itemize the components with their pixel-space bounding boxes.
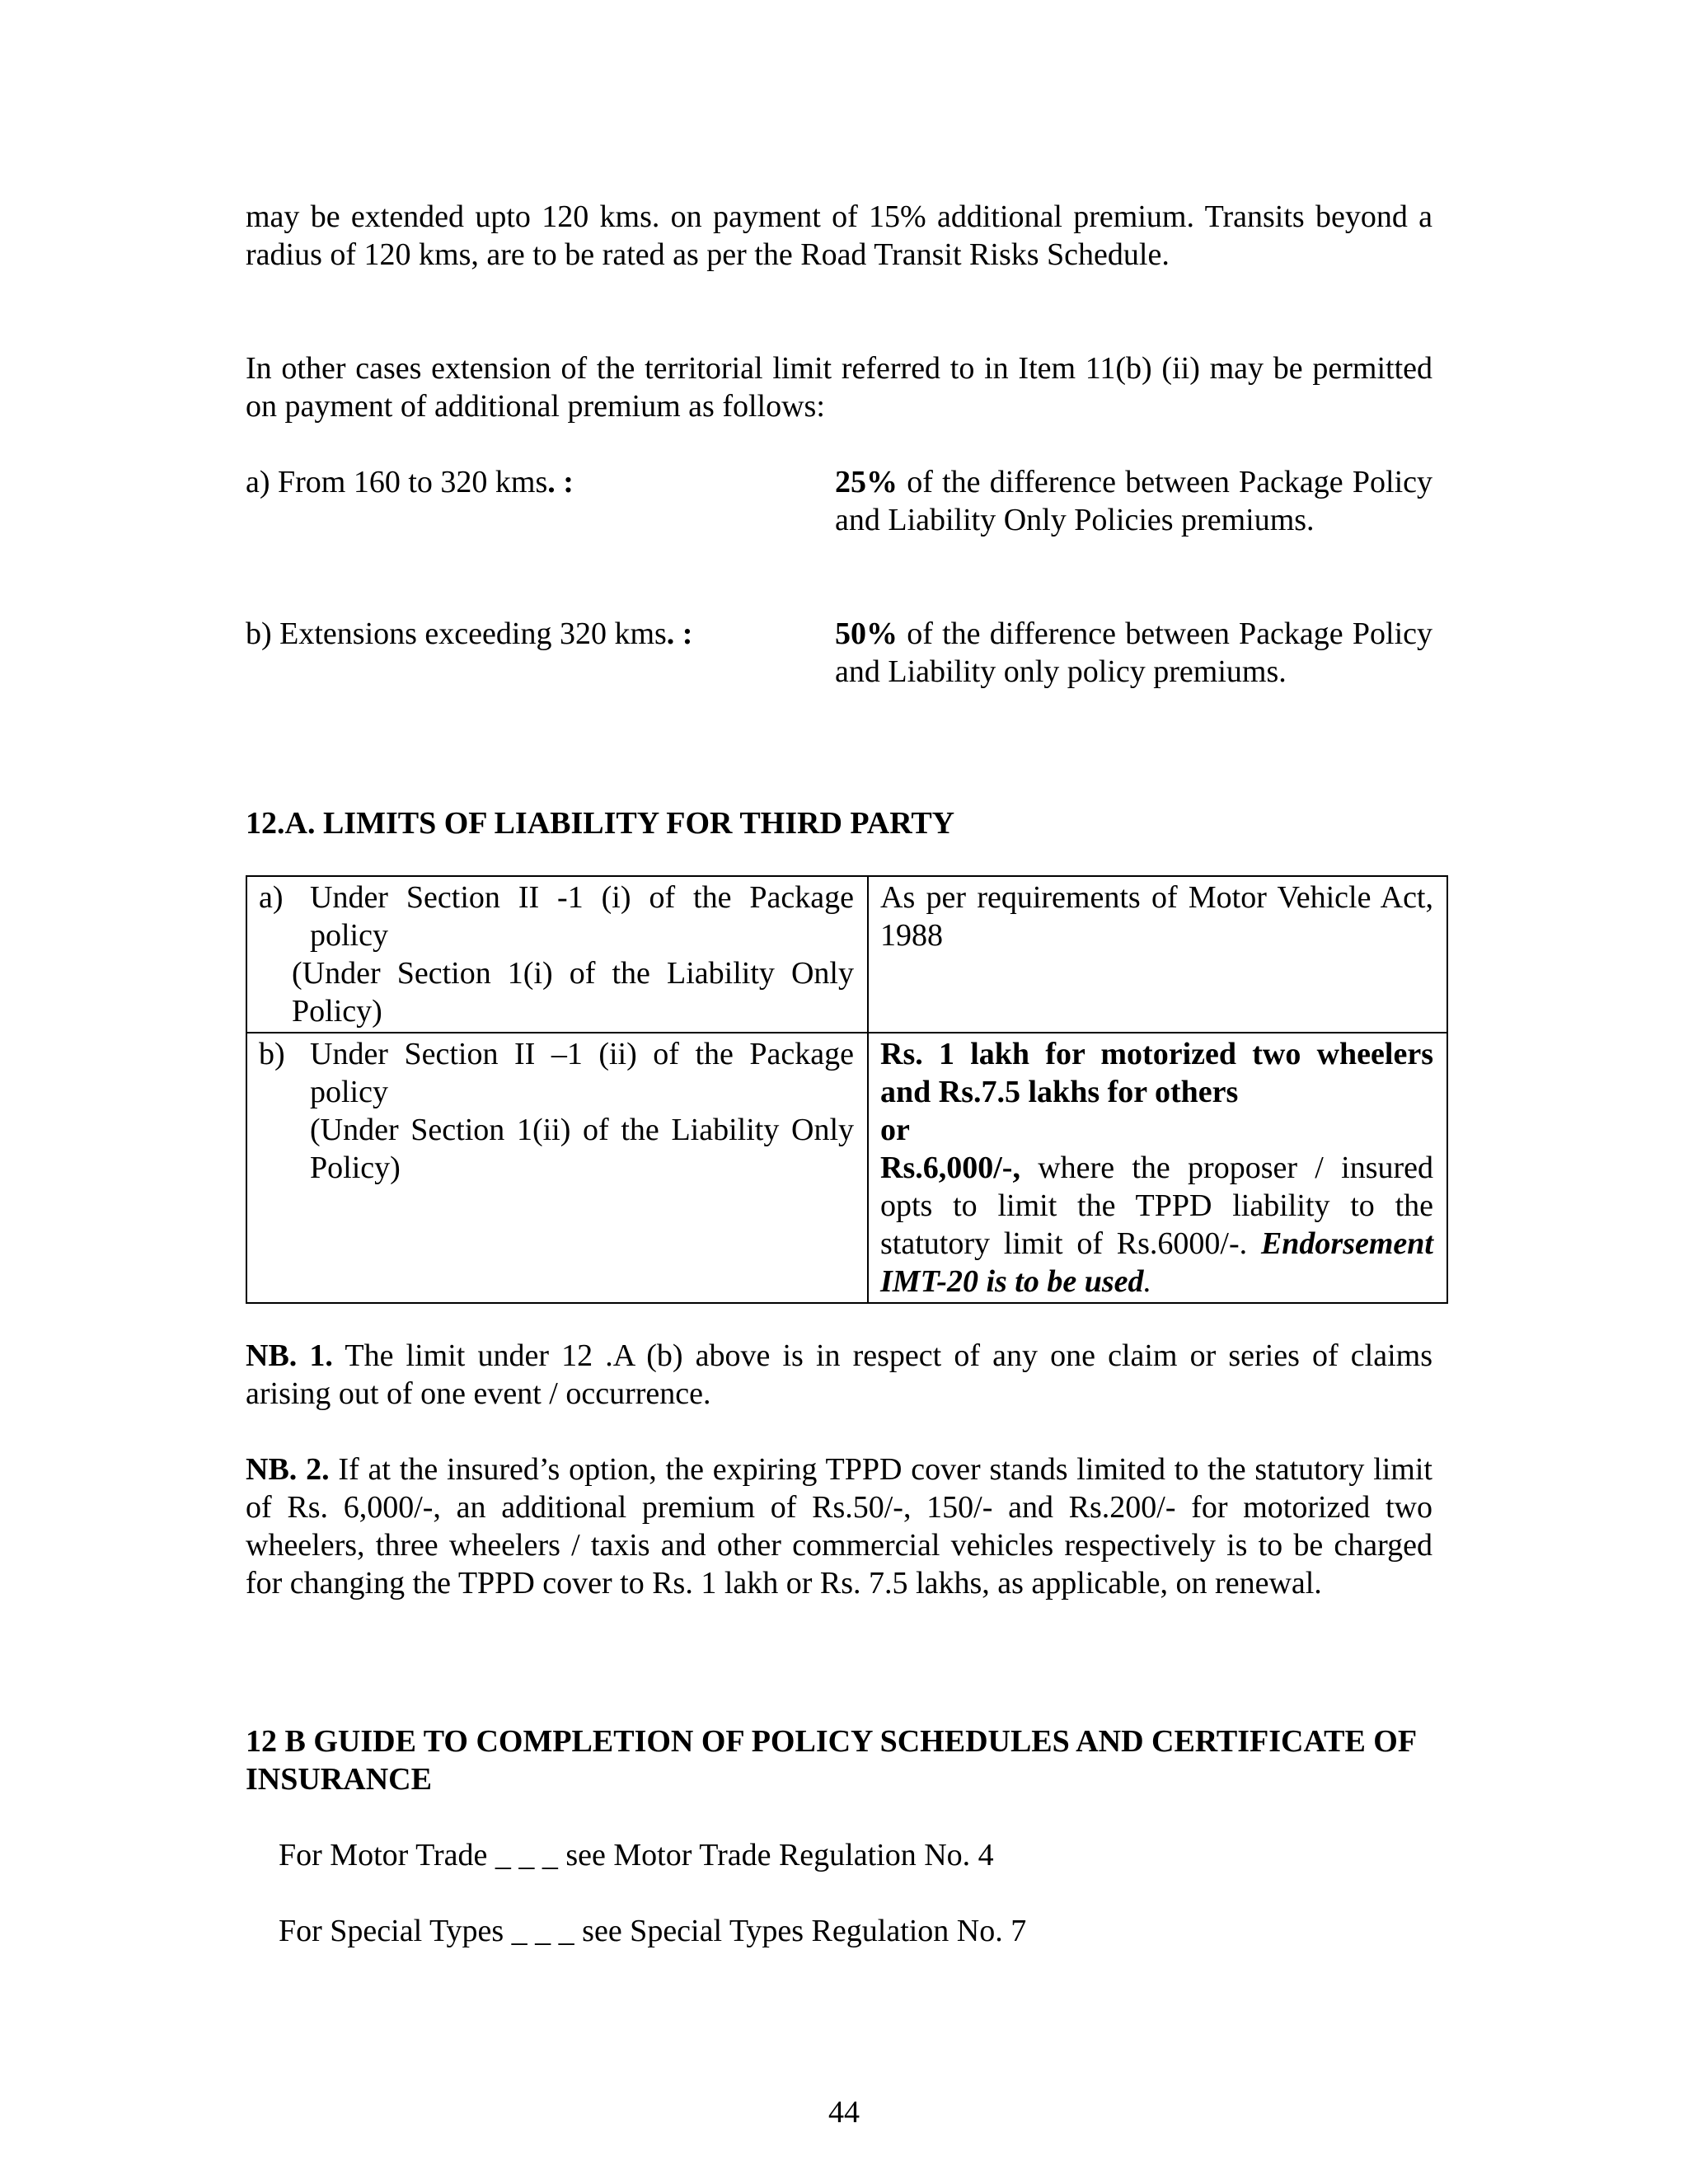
row-b-value-end: . — [1143, 1264, 1152, 1299]
row-a-value: As per requirements of Motor Vehicle Act, 1988 — [868, 876, 1447, 1033]
extension-b-label-colon: . : — [666, 616, 693, 651]
row-b-text: Under Section II –1 (ii) of the Package policy — [310, 1037, 854, 1109]
section-12b-heading: 12 B GUIDE TO COMPLETION OF POLICY SCHEDULES AND CERTIFICATE OF INSURANCE — [246, 1724, 1416, 1797]
row-b-value-amount: Rs.6,000/-, — [880, 1151, 1020, 1185]
extension-b-label-text: b) Extensions exceeding 320 kms — [246, 616, 667, 651]
page-number: 44 — [828, 2095, 860, 2130]
row-b-value-limits: Rs. 1 lakh for motorized two wheelers and Rs.7.5 lakhs for others — [880, 1037, 1433, 1109]
row-b-marker: b) — [259, 1037, 285, 1071]
extension-b-label — [246, 615, 823, 653]
note-1-label: NB. 1. — [246, 1338, 333, 1373]
section-12a-heading: 12.A. LIMITS OF LIABILITY FOR THIRD PARTY — [246, 806, 955, 841]
extension-b-description — [835, 615, 1432, 691]
row-a-description — [246, 876, 868, 1033]
note-2-label: NB. 2. — [246, 1452, 330, 1487]
extension-a-label-text: a) From 160 to 320 kms — [246, 465, 548, 499]
row-b-value-or: or — [880, 1113, 910, 1147]
row-b-subtext: (Under Section 1(ii) of the Liability Only Policy) — [310, 1113, 854, 1185]
row-a-marker: a) — [259, 880, 284, 915]
motor-trade-reference: For Motor Trade _ _ _ see Motor Trade Regulation No. 4 — [279, 1838, 994, 1872]
extension-a-description — [835, 463, 1432, 539]
row-a-subtext: (Under Section 1(i) of the Liability Only Policy) — [292, 956, 854, 1029]
liability-table — [246, 875, 1448, 1304]
extension-a-percent: 25% — [835, 465, 898, 499]
extension-a-label — [246, 463, 823, 501]
extension-a-text: of the difference between Package Policy and Liability Only Policies premiums. — [835, 465, 1432, 537]
row-b-value — [868, 1033, 1447, 1303]
table-row — [246, 1033, 1447, 1303]
extension-b-text: of the difference between Package Policy and Liability only policy premiums. — [835, 616, 1432, 689]
extension-a-label-colon: . : — [547, 465, 574, 499]
row-a-text: Under Section II -1 (i) of the Package policy — [310, 880, 854, 953]
row-b-description — [246, 1033, 868, 1303]
special-types-reference: For Special Types _ _ _ see Special Types Regulation No. 7 — [279, 1914, 1027, 1948]
note-2 — [246, 1451, 1432, 1602]
row-b-value-endorsement: Endorsement IMT-20 is to be used — [880, 1226, 1433, 1299]
note-1-text: The limit under 12 .A (b) above is in respect of any one claim or series of claims arising out of one event / occurrence. — [246, 1338, 1433, 1411]
note-2-text: If at the insured’s option, the expiring TPPD cover stands limited to the statutory limit of Rs. 6,000/-, an additional premium of Rs.50/-, 150/- and Rs.200/- for motorized two wheelers, three wheelers / taxis and other commercial vehicles respectively is to be charged for changing the TPPD cover to Rs. 1 lakh or Rs. 7.5 lakhs, as applicable, on renewal. — [246, 1452, 1432, 1601]
intro-paragraph-2: In other cases extension of the territorial limit referred to in Item 11(b) (ii) may be permitted on payment of additional premium as follows: — [246, 351, 1432, 424]
row-b-value-text: where the proposer / insured opts to limit the TPPD liability to the statutory limit of Rs.6000/-. — [880, 1151, 1433, 1261]
note-1 — [246, 1337, 1432, 1413]
extension-b-percent: 50% — [835, 616, 898, 651]
table-row — [246, 876, 1447, 1033]
intro-paragraph-1: may be extended upto 120 kms. on payment of 15% additional premium. Transits beyond a radius of 120 kms, are to be rated as per the Road Transit Risks Schedule. — [246, 199, 1432, 272]
